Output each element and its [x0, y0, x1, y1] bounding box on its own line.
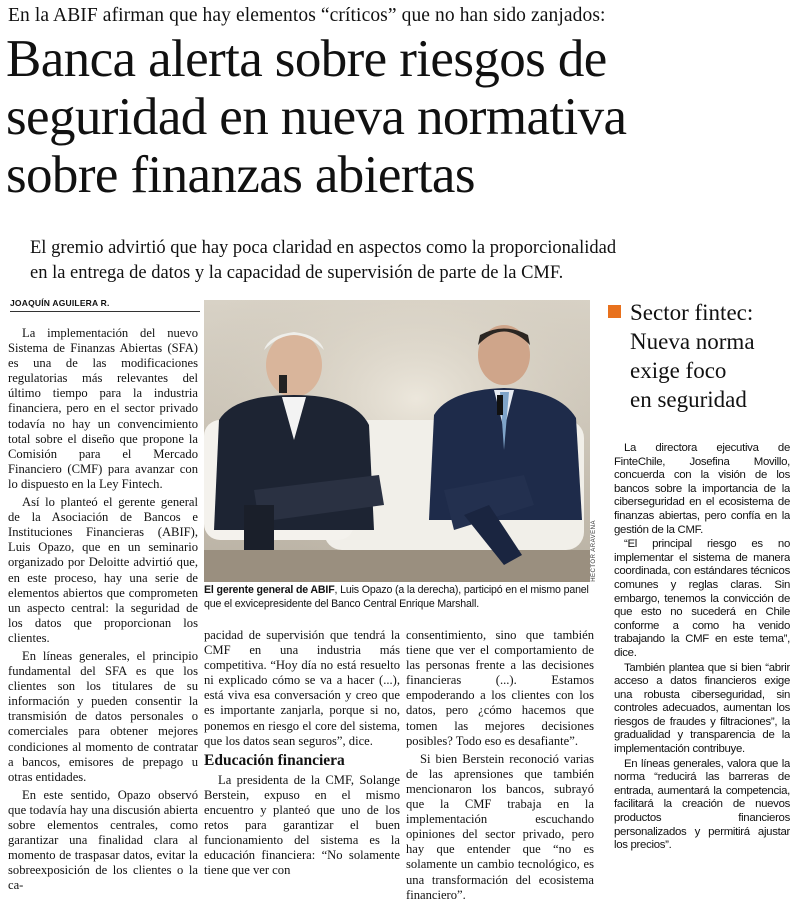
paragraph: consentimiento, sino que también tiene que ver el comportamiento de las personas frente a las decisiones financieras (...). Estamos empoderando a los clientes con los datos, pero ¿cómo hacemos que tomen las mejores decisiones posibles? Todo eso es desafiante”.	[406, 628, 594, 748]
sidebar-title	[608, 298, 792, 414]
photo-credit: HÉCTOR ARAVENA	[591, 520, 597, 582]
deck-line-2: en la entrega de datos y la capacidad de supervisión de parte de la CMF.	[30, 263, 564, 283]
sidebar-title-line-2: Nueva norma	[630, 329, 755, 354]
headline-line-3: sobre finanzas abiertas	[6, 146, 475, 204]
article-photo	[204, 300, 590, 582]
deck	[30, 236, 770, 286]
paragraph: pacidad de supervisión que tendrá la CMF en una industria más competitiva. “Hoy día no está resuelto ni explicado cómo se va a hacer (...), está viva esa conversación y creo que es importante zanjarla, porque si no, ponemos en riesgo el core del sistema, que los datos sean seguros”, dice.	[204, 628, 400, 748]
paragraph: Si bien Berstein reconoció varias de las aprensiones que también mencionaron los bancos, subrayó que la CMF trabaja en la implementación escuchando opiniones del sector privado, pero hay que entender que “no es solamente un cambio tecnológico, es una transformación del ecosistema financiero”.	[406, 751, 594, 902]
sidebar-body	[614, 442, 790, 914]
section-subhead: Educación financiera	[204, 751, 345, 769]
body-column-2	[204, 628, 400, 914]
kicker: En la ABIF afirman que hay elementos “críticos” que no han sido zanjados:	[8, 5, 606, 26]
paragraph: La implementación del nuevo Sistema de Finanzas Abiertas (SFA) es una de las modificaciones regulatorias más relevantes del último tiempo para la industria financiera, pero en el sector privado todavía no hay un convencimiento total sobre el diseño que propone la Comisión para el Mercado Financiero (CMF) para avanzar con lo dispuesto en la Ley Fintech.	[8, 326, 198, 491]
photo-caption	[204, 584, 592, 611]
paragraph: En líneas generales, el principio fundamental del SFA es que los clientes son los titulares de su información y pueden consentir la transmisión de datos personales o comerciales para obtener mejores condiciones al momento de contratar a bancos, emisores de prepago u otras entidades.	[8, 648, 198, 784]
byline: JOAQUÍN AGUILERA R.	[10, 298, 200, 312]
caption-lead: El gerente general de ABIF	[204, 584, 335, 596]
body-column-1	[8, 326, 198, 914]
sidebar-title-line-1: Sector fintec:	[630, 300, 754, 325]
headline-line-2: seguridad en nueva normativa	[6, 88, 627, 146]
headline	[6, 30, 790, 204]
sidebar-paragraph: La directora ejecutiva de FinteChile, Josefina Movillo, concuerda con la visión de los bancos sobre la importancia de la ciberseguridad en el ecosistema de finanzas abiertas, pero confía en la gestión de la CMF.	[614, 442, 790, 536]
paragraph: En este sentido, Opazo observó que todavía hay una discusión abierta sobre elementos centrales, como garantizar una finalidad clara al momento de traspasar datos, evitar la sobreexposición de los clientes o la ca-	[8, 787, 198, 893]
sidebar-paragraph: “El principal riesgo es no implementar el sistema de manera coordinada, con estándares técnicos comunes y reglas claras. Sin embargo, tenemos la convicción de que esto no sucederá en Chile conforme a como ha venido trabajando la CMF en este tema”, dice.	[614, 538, 790, 659]
headline-line-1: Banca alerta sobre riesgos de	[6, 30, 607, 88]
sidebar-paragraph: También plantea que si bien “abrir acceso a datos financieros exige una robusta ciberseguridad, sin controles adecuados, aumentan los riesgos de fraudes y filtraciones”, la gradualidad y transparencia de la implementación contribuye.	[614, 661, 790, 756]
paragraph: La presidenta de la CMF, Solange Berstein, expuso en el mismo encuentro y planteó que uno de los retos para garantizar el buen funcionamiento del sistema es la educación financiera: “No solamente tiene que ver con	[204, 772, 400, 878]
sidebar-title-line-3: exige foco	[630, 358, 727, 383]
sidebar-title-line-4: en seguridad	[630, 387, 747, 412]
caption-text: , Luis Opazo (a la derecha), participó en el mismo panel que el exvicepresidente del Banco Central Enrique Marshall.	[204, 584, 589, 610]
paragraph: Así lo planteó el gerente general de la Asociación de Bancos e Instituciones Financieras (ABIF), Luis Opazo, que en un seminario organizado por Deloitte advirtió que, en este proceso, hay una serie de elementos abiertos que comprometen un aspecto central: la seguridad de los datos que proporcionan los clientes.	[8, 495, 198, 645]
body-column-3	[406, 628, 594, 914]
sidebar-paragraph: En líneas generales, valora que la norma “reducirá las barreras de entrada, aumentará la competencia, facilitará la creación de nuevos productos financieros personalizados y permitirá ajustar los precios”.	[614, 757, 790, 852]
deck-line-1: El gremio advirtió que hay poca claridad en aspectos como la proporcionalidad	[30, 238, 617, 258]
photo-illustration	[204, 300, 590, 582]
